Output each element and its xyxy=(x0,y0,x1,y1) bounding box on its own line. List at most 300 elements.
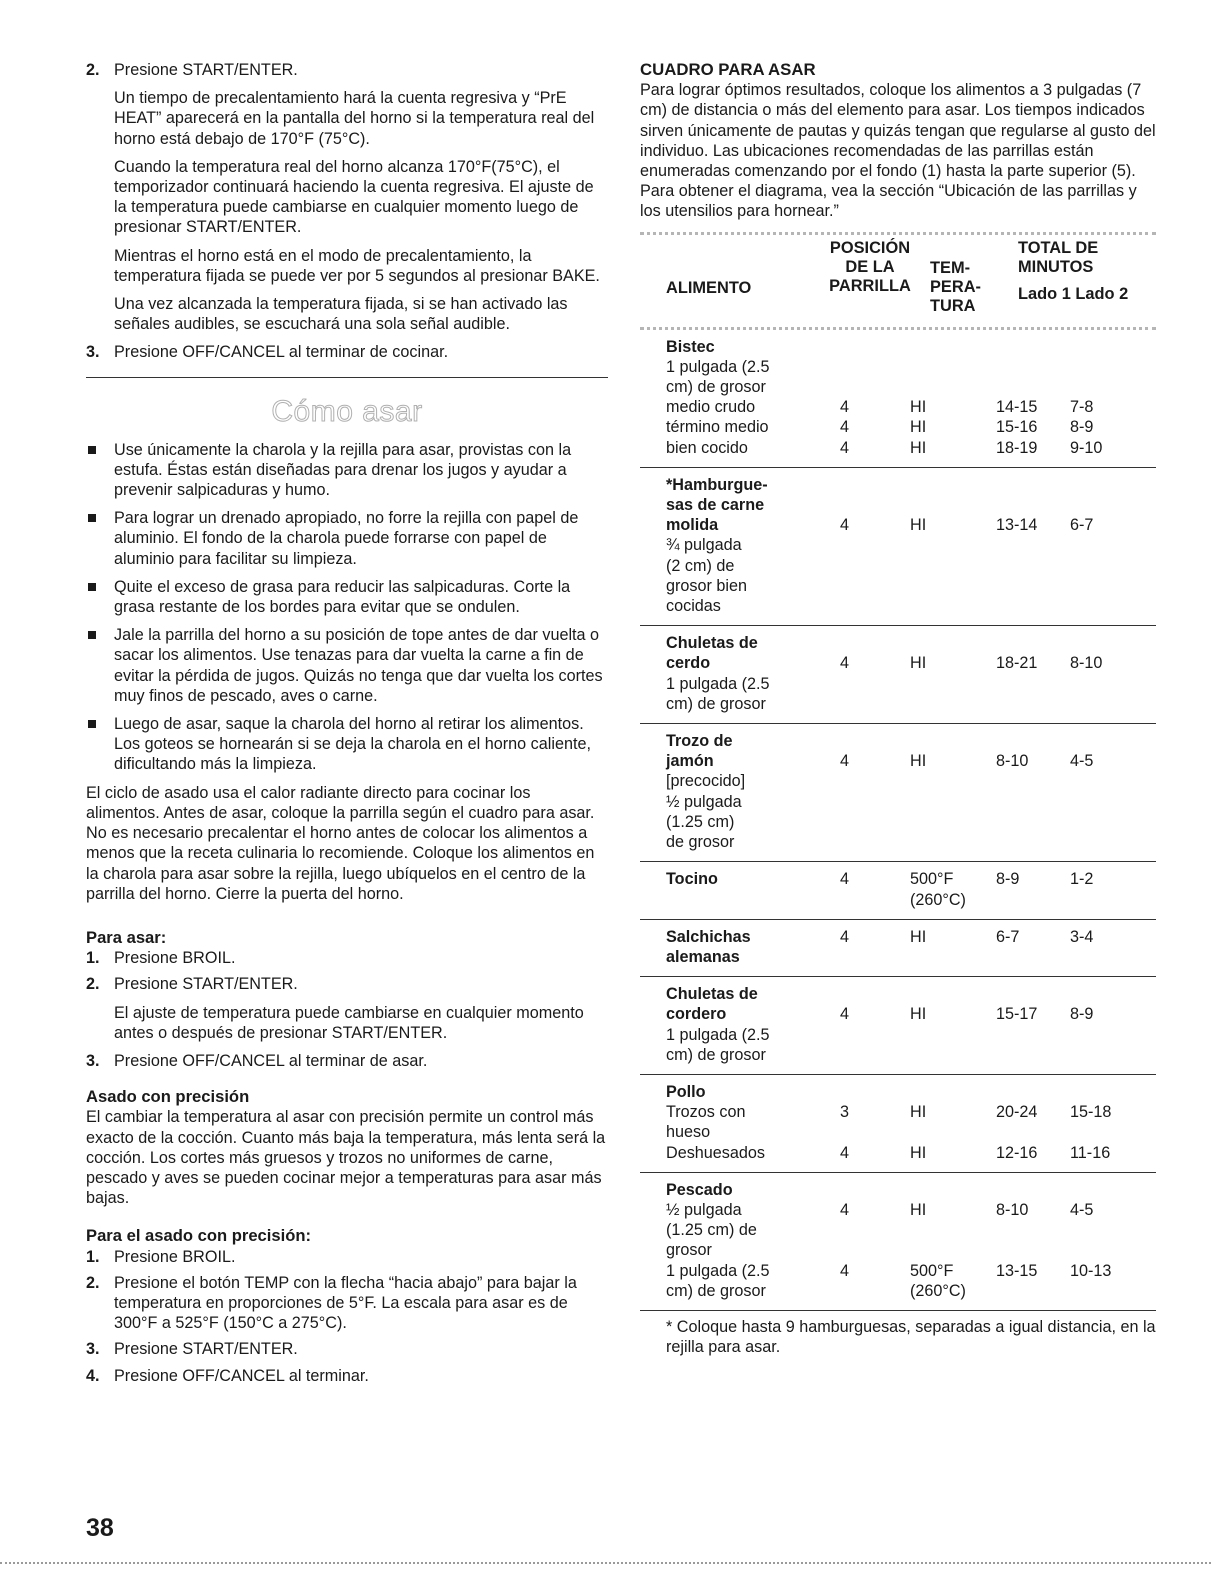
temperature-cell: HI xyxy=(910,1200,927,1219)
rack-position-cell: 4 xyxy=(840,654,850,673)
preheat-paragraph-3: Mientras el horno está en el modo de precalentamiento, la temperatura fijada se puede ver por 5 segundos al presionar BAKE. xyxy=(114,246,600,285)
bullet-list xyxy=(86,440,608,775)
food-cell: Pescado xyxy=(666,1180,733,1199)
rack-position-cell: 4 xyxy=(840,752,850,771)
side-2-minutes-cell xyxy=(1070,694,1140,714)
step-number: 2. xyxy=(86,61,100,79)
side-1-minutes-cell xyxy=(996,1220,1070,1240)
food-cell: alemanas xyxy=(666,947,740,966)
dotted-rule xyxy=(640,232,1156,235)
side-1-minutes-cell: 15-17 xyxy=(996,1005,1038,1024)
side-2-minutes-cell xyxy=(1070,674,1140,694)
side-1-minutes-cell xyxy=(996,694,1070,714)
food-cell: ½ pulgada xyxy=(666,1200,742,1219)
side-2-minutes-cell xyxy=(1070,1281,1140,1301)
temperature-cell: 500°F xyxy=(910,1261,954,1280)
side-2-minutes-cell xyxy=(1070,984,1140,1004)
rack-position-cell xyxy=(820,1045,910,1065)
side-2-minutes-cell xyxy=(1070,1180,1140,1200)
preheat-paragraph-2: Cuando la temperatura real del horno alcanza 170°F(75°C), el temporizador continuará haciendo la cuenta regresiva. El ajuste de la temperatura puede cambiarse en cualquier momento luego de presionar START/ENTER. xyxy=(114,157,594,237)
step-text: Presione BROIL. xyxy=(114,949,236,968)
left-column xyxy=(86,60,608,1386)
temperature-cell: HI xyxy=(910,398,927,417)
side-2-minutes-cell xyxy=(1070,890,1140,910)
temperature-cell xyxy=(910,1082,996,1102)
table-row-line xyxy=(640,869,1156,889)
temperature-cell xyxy=(910,1045,996,1065)
precision-steps xyxy=(86,1247,608,1386)
rack-position-cell xyxy=(820,984,910,1004)
food-cell xyxy=(640,890,820,910)
header-temp-line1: TEM- xyxy=(930,258,971,277)
table-row xyxy=(640,1173,1156,1311)
rack-position-cell xyxy=(820,792,910,812)
temperature-cell xyxy=(910,792,996,812)
side-2-minutes-cell: 10-13 xyxy=(1070,1261,1112,1280)
rack-position-cell: 4 xyxy=(840,1200,850,1219)
side-2-minutes-cell xyxy=(1070,377,1140,397)
bullet-item xyxy=(86,625,608,706)
food-cell: Pollo xyxy=(666,1082,706,1101)
side-2-minutes-cell xyxy=(1070,1240,1140,1260)
temperature-cell xyxy=(910,337,996,357)
temperature-cell xyxy=(910,812,996,832)
side-1-minutes-cell xyxy=(996,337,1070,357)
side-1-minutes-cell: 13-14 xyxy=(996,516,1038,535)
rack-position-cell: 4 xyxy=(840,398,850,417)
side-2-minutes-cell xyxy=(1070,495,1140,515)
rack-position-cell xyxy=(820,832,910,852)
rack-position-cell xyxy=(820,1122,910,1142)
table-row-line xyxy=(640,576,1156,596)
rack-position-cell: 3 xyxy=(840,1103,850,1122)
temperature-cell xyxy=(910,556,996,576)
side-2-minutes-cell xyxy=(1070,832,1140,852)
rack-position-cell: 4 xyxy=(840,1261,850,1280)
step-text: Presione OFF/CANCEL al terminar de cocinar. xyxy=(114,343,449,362)
side-1-minutes-cell: 20-24 xyxy=(996,1103,1038,1122)
side-2-minutes-cell: 8-10 xyxy=(1070,654,1103,673)
side-2-minutes-cell xyxy=(1070,771,1140,791)
side-2-minutes-cell xyxy=(1070,947,1140,967)
temperature-cell: HI xyxy=(910,1005,927,1024)
table-row xyxy=(640,468,1156,626)
header-temp-line2: PERA- xyxy=(930,277,981,296)
step-text: Presione START/ENTER. xyxy=(114,975,298,994)
side-1-minutes-cell xyxy=(996,633,1070,653)
rack-position-cell xyxy=(820,947,910,967)
header-posicion xyxy=(816,239,924,296)
bullet-text: Quite el exceso de grasa para reducir las salpicaduras. Corte la grasa restante de los bordes para evitar que se ondulen. xyxy=(114,577,571,617)
bullet-text: Para lograr un drenado apropiado, no forre la rejilla con papel de aluminio. El fondo de la charola puede forrarse con papel de aluminio para facilitar su limpieza. xyxy=(114,509,579,568)
food-cell: (1.25 cm) de xyxy=(666,1221,757,1240)
bullet-item xyxy=(86,577,608,617)
side-2-minutes-cell xyxy=(1070,1220,1140,1240)
rack-position-cell xyxy=(820,556,910,576)
header-pos-line2: DE LA xyxy=(845,257,895,276)
table-row-line xyxy=(640,792,1156,812)
food-cell: 1 pulgada (2.5 xyxy=(666,674,770,693)
temperature-cell: 500°F xyxy=(910,870,954,889)
table-row-line xyxy=(640,377,1156,397)
table-row-line xyxy=(640,495,1156,515)
side-2-minutes-cell: 3-4 xyxy=(1070,927,1094,946)
rack-position-cell xyxy=(820,1281,910,1301)
table-row-line xyxy=(640,535,1156,555)
table-row-line xyxy=(640,731,1156,751)
temperature-cell: (260°C) xyxy=(910,890,966,909)
side-1-minutes-cell xyxy=(996,890,1070,910)
food-cell: (1.25 cm) xyxy=(666,812,735,831)
side-1-minutes-cell: 6-7 xyxy=(996,927,1020,946)
temperature-cell: HI xyxy=(910,438,927,457)
table-row-line xyxy=(640,596,1156,616)
para-asar-heading: Para asar: xyxy=(86,927,167,947)
section-divider xyxy=(86,377,608,378)
food-cell: 1 pulgada (2.5 xyxy=(666,357,770,376)
side-1-minutes-cell: 18-19 xyxy=(996,438,1038,457)
table-row-line xyxy=(640,832,1156,852)
food-cell: medio crudo xyxy=(666,398,756,417)
table-row-line xyxy=(640,556,1156,576)
table-row-line xyxy=(640,1122,1156,1142)
table-row-line xyxy=(640,1045,1156,1065)
side-1-minutes-cell xyxy=(996,792,1070,812)
side-1-minutes-cell: 12-16 xyxy=(996,1143,1038,1162)
preheat-paragraph-4: Una vez alcanzada la temperatura fijada, si se han activado las señales audibles, se escuchará una sola señal audible. xyxy=(114,295,568,334)
rack-position-cell: 4 xyxy=(840,516,850,535)
para-asar-note: El ajuste de temperatura puede cambiarse en cualquier momento antes o después de presionar START/ENTER. xyxy=(114,1003,584,1042)
table-row-line xyxy=(640,771,1156,791)
side-2-minutes-cell: 1-2 xyxy=(1070,870,1094,889)
table-row-line xyxy=(640,674,1156,694)
table-row-line xyxy=(640,438,1156,458)
side-1-minutes-cell xyxy=(996,596,1070,616)
food-cell: cm) de grosor xyxy=(666,378,766,397)
temperature-cell: HI xyxy=(910,418,927,437)
section-title: Cómo asar xyxy=(271,394,423,428)
side-1-minutes-cell xyxy=(996,556,1070,576)
broil-table-body xyxy=(640,330,1156,1311)
side-2-minutes-cell: 6-7 xyxy=(1070,516,1094,535)
rack-position-cell: 4 xyxy=(840,1143,850,1162)
header-alimento: ALIMENTO xyxy=(666,278,752,297)
side-1-minutes-cell xyxy=(996,495,1070,515)
table-row-line xyxy=(640,1102,1156,1122)
food-cell: Bistec xyxy=(666,337,715,356)
table-row-line xyxy=(640,357,1156,377)
table-row-line xyxy=(640,515,1156,535)
table-row xyxy=(640,920,1156,977)
rack-position-cell xyxy=(820,771,910,791)
rack-position-cell xyxy=(820,535,910,555)
side-1-minutes-cell xyxy=(996,984,1070,1004)
rack-position-cell xyxy=(820,1082,910,1102)
food-cell: Salchichas xyxy=(666,927,751,946)
temperature-cell xyxy=(910,633,996,653)
food-cell: (2 cm) de xyxy=(666,556,735,575)
side-1-minutes-cell: 13-15 xyxy=(996,1261,1038,1280)
side-1-minutes-cell xyxy=(996,674,1070,694)
food-cell: cm) de grosor xyxy=(666,694,766,713)
bullet-item xyxy=(86,508,608,569)
side-1-minutes-cell xyxy=(996,832,1070,852)
rack-position-cell: 4 xyxy=(840,870,850,889)
rack-position-cell xyxy=(820,694,910,714)
temperature-cell: HI xyxy=(910,1103,927,1122)
temperature-cell xyxy=(910,535,996,555)
temperature-cell xyxy=(910,1220,996,1240)
step-text: Presione OFF/CANCEL al terminar. xyxy=(114,1366,369,1385)
right-column xyxy=(640,60,1156,1357)
side-1-minutes-cell xyxy=(996,1180,1070,1200)
side-1-minutes-cell: 8-9 xyxy=(996,870,1020,889)
temperature-cell xyxy=(910,1180,996,1200)
table-row xyxy=(640,330,1156,468)
side-2-minutes-cell xyxy=(1070,1082,1140,1102)
rack-position-cell xyxy=(820,1180,910,1200)
rack-position-cell xyxy=(820,812,910,832)
side-1-minutes-cell xyxy=(996,576,1070,596)
side-1-minutes-cell: 8-10 xyxy=(996,1200,1029,1219)
food-cell: 1 pulgada (2.5 xyxy=(666,1025,770,1044)
side-2-minutes-cell: 4-5 xyxy=(1070,1200,1094,1219)
food-cell: de grosor xyxy=(666,833,735,852)
temperature-cell xyxy=(910,596,996,616)
side-2-minutes-cell: 8-9 xyxy=(1070,418,1094,437)
food-cell: molida xyxy=(666,516,719,535)
step-2 xyxy=(86,60,608,80)
side-1-minutes-cell xyxy=(996,475,1070,495)
side-2-minutes-cell: 4-5 xyxy=(1070,752,1094,771)
table-row-line xyxy=(640,1281,1156,1301)
side-2-minutes-cell xyxy=(1070,812,1140,832)
header-pos-line1: POSICIÓN xyxy=(829,238,911,257)
step-number: 3. xyxy=(86,1340,100,1359)
temperature-cell: HI xyxy=(910,752,927,771)
bullet-item xyxy=(86,714,608,775)
side-1-minutes-cell xyxy=(996,1122,1070,1142)
header-temperatura xyxy=(930,259,981,316)
bottom-dotted-edge xyxy=(0,1562,1211,1564)
rack-position-cell xyxy=(820,674,910,694)
precision-heading: Asado con precisión xyxy=(86,1087,250,1107)
side-2-minutes-cell xyxy=(1070,792,1140,812)
side-1-minutes-cell xyxy=(996,1045,1070,1065)
square-bullet-icon xyxy=(86,577,114,617)
bullet-text: Jale la parrilla del horno a su posición de tope antes de dar vuelta o sacar los alimentos. Use tenazas para dar vuelta la carne a fin de evitar la pérdida de jugos. Quizás no tenga que dar vuelta los cortes muy finos de pescado, aves o carne. xyxy=(114,626,603,705)
chart-intro: Para lograr óptimos resultados, coloque los alimentos a 3 pulgadas (7 cm) de distancia o más del elemento para asar. Los tiempos indicados sirven únicamente de pautas y quizás tengan que regularse al gusto del individuo. Las ubicaciones recomendadas de las parrillas están enumeradas comenzando por el fondo (1) hasta la parte superior (5). Para obtener el diagrama, vea la sección “Ubicación de las parrillas y los utensilios para hornear.” xyxy=(640,81,1156,221)
table-header xyxy=(640,239,1156,327)
rack-position-cell xyxy=(820,576,910,596)
food-cell: Chuletas de xyxy=(666,985,758,1004)
step-text: Presione START/ENTER. xyxy=(114,1340,298,1359)
food-cell: grosor bien xyxy=(666,576,747,595)
food-cell: *Hamburgue- xyxy=(666,475,768,494)
rack-position-cell xyxy=(820,890,910,910)
rack-position-cell: 4 xyxy=(840,927,850,946)
rack-position-cell xyxy=(820,377,910,397)
temperature-cell: HI xyxy=(910,1143,927,1162)
chart-title: CUADRO PARA ASAR xyxy=(640,60,816,79)
step-text: Presione BROIL. xyxy=(114,1247,236,1266)
table-row-line xyxy=(640,653,1156,673)
preheat-paragraph-1: Un tiempo de precalentamiento hará la cuenta regresiva y “PrE HEAT” aparecerá en la pantalla del horno si la temperatura real del horno está debajo de 170°F (75°C). xyxy=(114,89,595,148)
step-number: 2. xyxy=(86,975,100,994)
food-cell: grosor xyxy=(666,1241,712,1260)
side-2-minutes-cell: 15-18 xyxy=(1070,1103,1112,1122)
side-1-minutes-cell: 8-10 xyxy=(996,752,1029,771)
precision-step xyxy=(86,1366,608,1386)
temperature-cell xyxy=(910,731,996,751)
step-number: 3. xyxy=(86,343,100,362)
precision-step xyxy=(86,1247,608,1267)
side-1-minutes-cell xyxy=(996,947,1070,967)
side-2-minutes-cell: 9-10 xyxy=(1070,438,1103,457)
table-row-line xyxy=(640,1261,1156,1281)
table-row-line xyxy=(640,397,1156,417)
food-cell: [precocido] xyxy=(666,772,746,791)
food-cell: Trozo de xyxy=(666,732,733,751)
food-cell: 1 pulgada (2.5 xyxy=(666,1261,770,1280)
table-row xyxy=(640,862,1156,919)
table-row-line xyxy=(640,475,1156,495)
side-1-minutes-cell xyxy=(996,771,1070,791)
table-row-line xyxy=(640,947,1156,967)
temperature-cell xyxy=(910,1122,996,1142)
food-cell: Tocino xyxy=(666,870,718,889)
table-row xyxy=(640,1075,1156,1173)
side-1-minutes-cell xyxy=(996,535,1070,555)
rack-position-cell: 4 xyxy=(840,418,850,437)
temperature-cell xyxy=(910,475,996,495)
header-temp-line3: TURA xyxy=(930,296,976,315)
side-1-minutes-cell xyxy=(996,357,1070,377)
precision-paragraph: El cambiar la temperatura al asar con precisión permite un control más exacto de la cocción. Cuanto más baja la temperatura, más lenta será la cocción. Los cortes más gruesos y trozos no uniformes de carne, pescado y aves se pueden cocinar mejor a temperaturas para asar más bajas. xyxy=(86,1108,606,1208)
temperature-cell xyxy=(910,832,996,852)
table-row-line xyxy=(640,927,1156,947)
temperature-cell xyxy=(910,984,996,1004)
step-number: 3. xyxy=(86,1051,100,1070)
food-cell: cerdo xyxy=(666,654,711,673)
temperature-cell: HI xyxy=(910,516,927,535)
food-cell: cm) de grosor xyxy=(666,1045,766,1064)
table-row-line xyxy=(640,1180,1156,1200)
step-text: Presione el botón TEMP con la flecha “hacia abajo” para bajar la temperatura en proporciones de 5°F. La escala para asar es de 300°F a 525°F (150°C a 275°C). xyxy=(114,1273,577,1333)
table-row-line xyxy=(640,890,1156,910)
food-cell: Trozos con xyxy=(666,1103,746,1122)
square-bullet-icon xyxy=(86,440,114,501)
food-cell: cm) de grosor xyxy=(666,1281,766,1300)
side-2-minutes-cell: 8-9 xyxy=(1070,1005,1094,1024)
side-1-minutes-cell xyxy=(996,812,1070,832)
rack-position-cell xyxy=(820,1220,910,1240)
bullet-text: Luego de asar, saque la charola del horno al retirar los alimentos. Los goteos se hornearán si se deja la charola en el horno caliente, dificultando más la limpieza. xyxy=(114,715,591,774)
side-1-minutes-cell xyxy=(996,731,1070,751)
bullet-text: Use únicamente la charola y la rejilla para asar, provistas con la estufa. Éstas están diseñadas para drenar los jugos y ayudar a prevenir salpicaduras y humo. xyxy=(114,440,572,500)
temperature-cell xyxy=(910,771,996,791)
side-2-minutes-cell xyxy=(1070,475,1140,495)
table-row-line xyxy=(640,417,1156,437)
precision-step xyxy=(86,1273,608,1334)
food-cell: término medio xyxy=(666,418,769,437)
side-2-minutes-cell xyxy=(1070,357,1140,377)
step-number: 4. xyxy=(86,1366,100,1385)
temperature-cell xyxy=(910,1025,996,1045)
temperature-cell xyxy=(910,694,996,714)
table-row-line xyxy=(640,1220,1156,1240)
header-total-line1: TOTAL DE xyxy=(1018,238,1099,257)
food-cell: sas de carne xyxy=(666,496,765,515)
side-1-minutes-cell xyxy=(996,1082,1070,1102)
square-bullet-icon xyxy=(86,625,114,706)
table-row-line xyxy=(640,337,1156,357)
food-cell: jamón xyxy=(666,752,714,771)
step-number: 1. xyxy=(86,1247,100,1266)
table-row-line xyxy=(640,633,1156,653)
precision-steps-heading: Para el asado con precisión: xyxy=(86,1226,312,1246)
para-asar-step-2 xyxy=(86,974,608,994)
side-2-minutes-cell xyxy=(1070,576,1140,596)
precision-step xyxy=(86,1339,608,1359)
temperature-cell: HI xyxy=(910,927,927,946)
table-row-line xyxy=(640,751,1156,771)
temperature-cell xyxy=(910,1240,996,1260)
table-row xyxy=(640,977,1156,1075)
table-row xyxy=(640,724,1156,862)
side-2-minutes-cell: 11-16 xyxy=(1070,1143,1111,1162)
rack-position-cell xyxy=(820,337,910,357)
table-footnote: * Coloque hasta 9 hamburguesas, separadas a igual distancia, en la rejilla para asar. xyxy=(666,1317,1156,1357)
side-2-minutes-cell: 7-8 xyxy=(1070,398,1094,417)
temperature-cell xyxy=(910,495,996,515)
header-total-line2: MINUTOS xyxy=(1018,257,1094,276)
square-bullet-icon xyxy=(86,508,114,569)
table-row-line xyxy=(640,1143,1156,1163)
side-1-minutes-cell xyxy=(996,1025,1070,1045)
food-cell: hueso xyxy=(666,1123,711,1142)
table-row-line xyxy=(640,1240,1156,1260)
food-cell: cordero xyxy=(666,1005,727,1024)
square-bullet-icon xyxy=(86,714,114,775)
food-cell: ¾ pulgada xyxy=(666,536,742,555)
side-2-minutes-cell xyxy=(1070,596,1140,616)
table-row-line xyxy=(640,1025,1156,1045)
side-1-minutes-cell: 14-15 xyxy=(996,398,1038,417)
step-number: 1. xyxy=(86,949,100,968)
rack-position-cell xyxy=(820,1240,910,1260)
table-row-line xyxy=(640,1004,1156,1024)
table-row-line xyxy=(640,1200,1156,1220)
food-cell: bien cocido xyxy=(666,438,748,457)
side-2-minutes-cell xyxy=(1070,337,1140,357)
header-pos-line3: PARRILLA xyxy=(829,276,911,295)
side-1-minutes-cell xyxy=(996,1281,1070,1301)
header-lado: Lado 1 Lado 2 xyxy=(1018,284,1129,303)
table-row-line xyxy=(640,812,1156,832)
temperature-cell xyxy=(910,576,996,596)
rack-position-cell: 4 xyxy=(840,438,850,457)
side-1-minutes-cell xyxy=(996,377,1070,397)
side-2-minutes-cell xyxy=(1070,556,1140,576)
food-cell: Deshuesados xyxy=(666,1143,765,1162)
food-cell: cocidas xyxy=(666,597,721,616)
temperature-cell xyxy=(910,674,996,694)
temperature-cell xyxy=(910,947,996,967)
step-number: 2. xyxy=(86,1273,100,1292)
temperature-cell: (260°C) xyxy=(910,1281,966,1300)
rack-position-cell xyxy=(820,495,910,515)
